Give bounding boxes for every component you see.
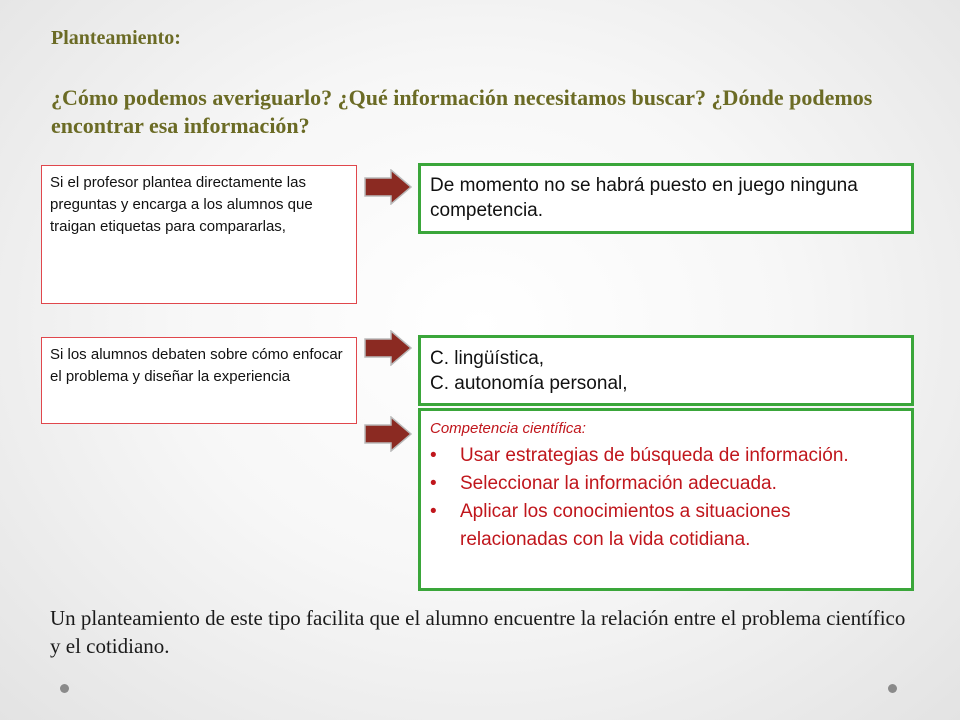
list-item-text: Seleccionar la información adecuada. — [460, 473, 777, 494]
bullet-icon: • — [430, 473, 437, 494]
decorative-dot — [888, 684, 897, 693]
competence-autonomy: C. autonomía personal, — [430, 373, 628, 394]
right-arrow-icon — [364, 169, 412, 205]
bullet-icon: • — [430, 501, 437, 522]
scientific-competence-label: Competencia científica: — [430, 420, 586, 437]
result-box-no-competence — [418, 163, 914, 234]
condition-text-students: Si los alumnos debaten sobre cómo enfocar el problema y diseñar la experiencia — [50, 346, 343, 385]
conclusion-text: Un planteamiento de este tipo facilita que el alumno encuentre la relación entre el problema científico y el cotidiano. — [50, 606, 906, 658]
decorative-dot — [60, 684, 69, 693]
list-item-text: Aplicar los conocimientos a situaciones relacionadas con la vida cotidiana. — [460, 501, 791, 550]
right-arrow-icon — [364, 416, 412, 452]
list-item — [430, 442, 902, 470]
guiding-question: ¿Cómo podemos averiguarlo? ¿Qué información necesitamos buscar? ¿Dónde podemos encontrar esa información? — [51, 85, 873, 138]
condition-box-teacher — [41, 165, 357, 304]
slide-title: Planteamiento: — [51, 27, 181, 49]
list-item — [430, 498, 902, 554]
bullet-icon: • — [430, 445, 437, 466]
condition-text-teacher: Si el profesor plantea directamente las preguntas y encarga a los alumnos que traigan etiquetas para compararlas, — [50, 174, 313, 235]
condition-box-students — [41, 337, 357, 424]
right-arrow-icon — [364, 330, 412, 366]
competence-linguistic: C. lingüística, — [430, 348, 545, 369]
list-item — [430, 470, 902, 498]
scientific-competence-list — [430, 442, 902, 554]
result-text-no-competence: De momento no se habrá puesto en juego ninguna competencia. — [430, 175, 858, 221]
scientific-competence-box — [418, 408, 914, 591]
result-box-competences — [418, 335, 914, 406]
list-item-text: Usar estrategias de búsqueda de información. — [460, 445, 849, 466]
